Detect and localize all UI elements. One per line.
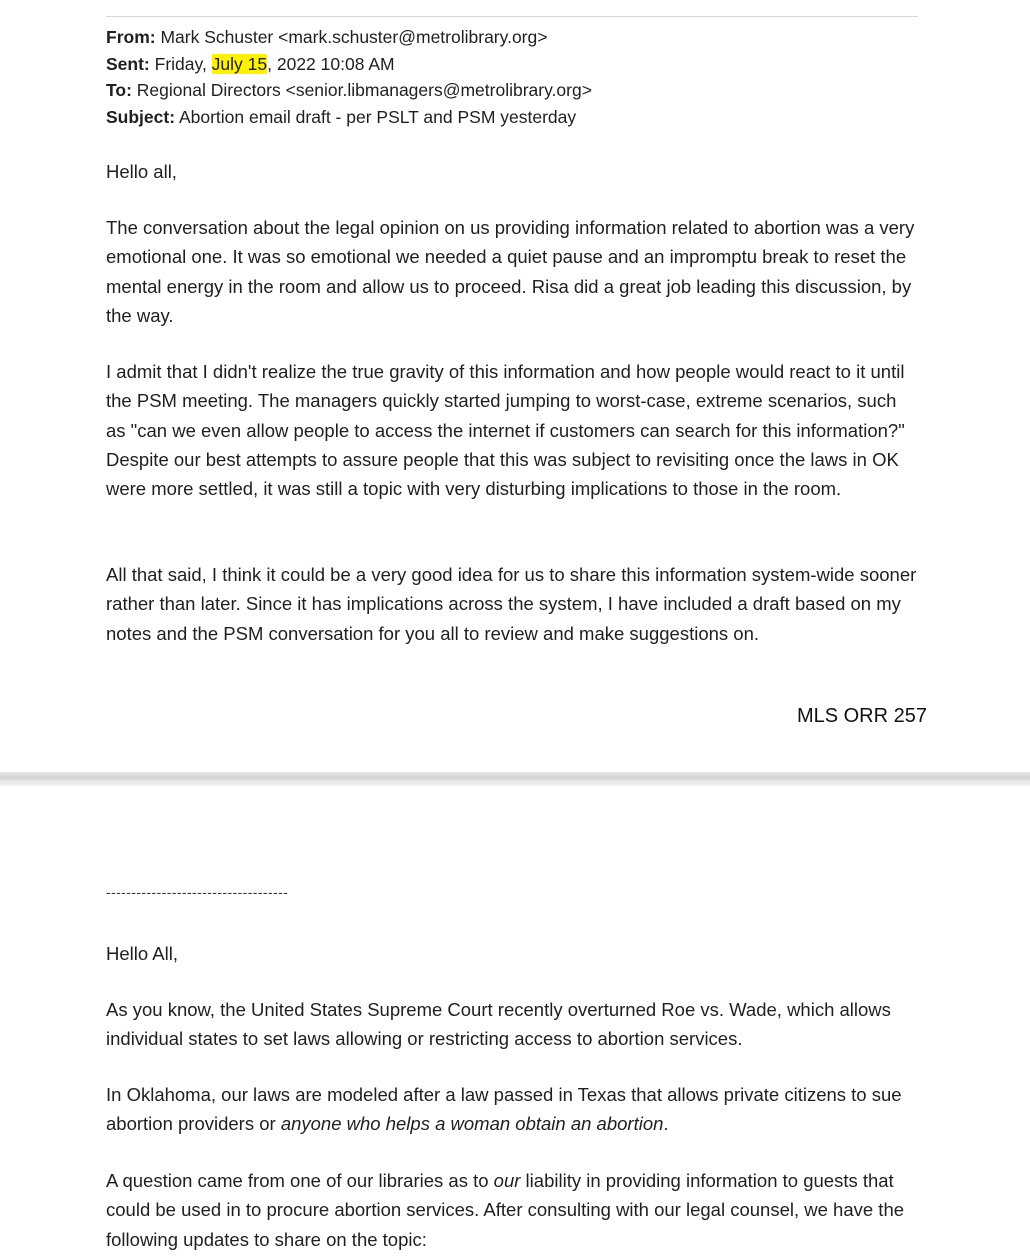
email-greeting: Hello all, — [106, 161, 177, 182]
email-paragraph-1: The conversation about the legal opinion on us providing information related to abortion was a very emotional one. It was so emotional we needed a quiet pause and an impromptu break to reset the mental energy in the room and allow us to proceed. Risa did a great job leading this discussion, by the way. — [106, 217, 915, 326]
subject-line — [106, 104, 592, 131]
email-header — [106, 24, 592, 130]
to-value: Regional Directors <senior.libmanagers@metrolibrary.org> — [136, 80, 592, 100]
subject-label: Subject: — [106, 106, 176, 127]
email-paragraph-2: I admit that I didn't realize the true gravity of this information and how people would react to it until the PSM meeting. The managers quickly started jumping to worst-case, extreme scenarios, such as "can we even allow people to access the internet if customers can search for this information?" Despite our best attempts to assure people that this was subject to revisiting once the laws in OK were more settled, it was still a topic with very disturbing implications to those in the room. — [106, 361, 905, 500]
draft-greeting: Hello All, — [106, 943, 178, 964]
draft-paragraph-3 — [106, 1166, 918, 1254]
email-paragraph-3: All that said, I think it could be a very good idea for us to share this information system-wide sooner rather than later. Since it has implications across the system, I have included a draft based on my notes and the PSM conversation for you all to review and make suggestions on. — [106, 564, 917, 644]
sent-prefix: Friday, — [154, 53, 212, 74]
draft-p2-end: . — [663, 1113, 669, 1135]
draft-p2-text: In Oklahoma, our laws are modeled after a law passed in Texas that allows private citizens to sue abortion providers or — [106, 1084, 902, 1135]
to-label: To: — [106, 80, 132, 100]
draft-p3-end: liability in providing information to guests that could be used in to procure abortion services. After consulting with our legal counsel, we have the following updates to share on the topic: — [106, 1170, 905, 1250]
sent-line — [106, 51, 592, 78]
draft-p3-emphasis: our — [493, 1170, 521, 1191]
subject-value: Abortion email draft - per PSLT and PSM yesterday — [178, 106, 577, 127]
from-label: From: — [106, 27, 156, 47]
from-line — [106, 24, 592, 51]
draft-paragraph-1: As you know, the United States Supreme Court recently overturned Roe vs. Wade, which allows individual states to set laws allowing or restricting access to abortion services. — [106, 999, 891, 1050]
sent-date-highlight: July 15 — [211, 53, 268, 74]
page-break — [0, 772, 1030, 786]
draft-p3-text: A question came from one of our libraries as to — [106, 1170, 494, 1191]
draft-p2-emphasis: anyone who helps a woman obtain an abortion — [280, 1113, 664, 1135]
draft-paragraph-2 — [106, 1080, 918, 1139]
sent-suffix: , 2022 10:08 AM — [267, 53, 395, 74]
sent-label: Sent: — [106, 53, 150, 74]
from-value: Mark Schuster <mark.schuster@metrolibrary.org> — [160, 27, 548, 47]
bates-number: MLS ORR 257 — [796, 705, 927, 727]
to-line — [106, 77, 592, 104]
draft-divider: ------------------------------------ — [106, 884, 289, 900]
header-divider — [106, 16, 918, 17]
